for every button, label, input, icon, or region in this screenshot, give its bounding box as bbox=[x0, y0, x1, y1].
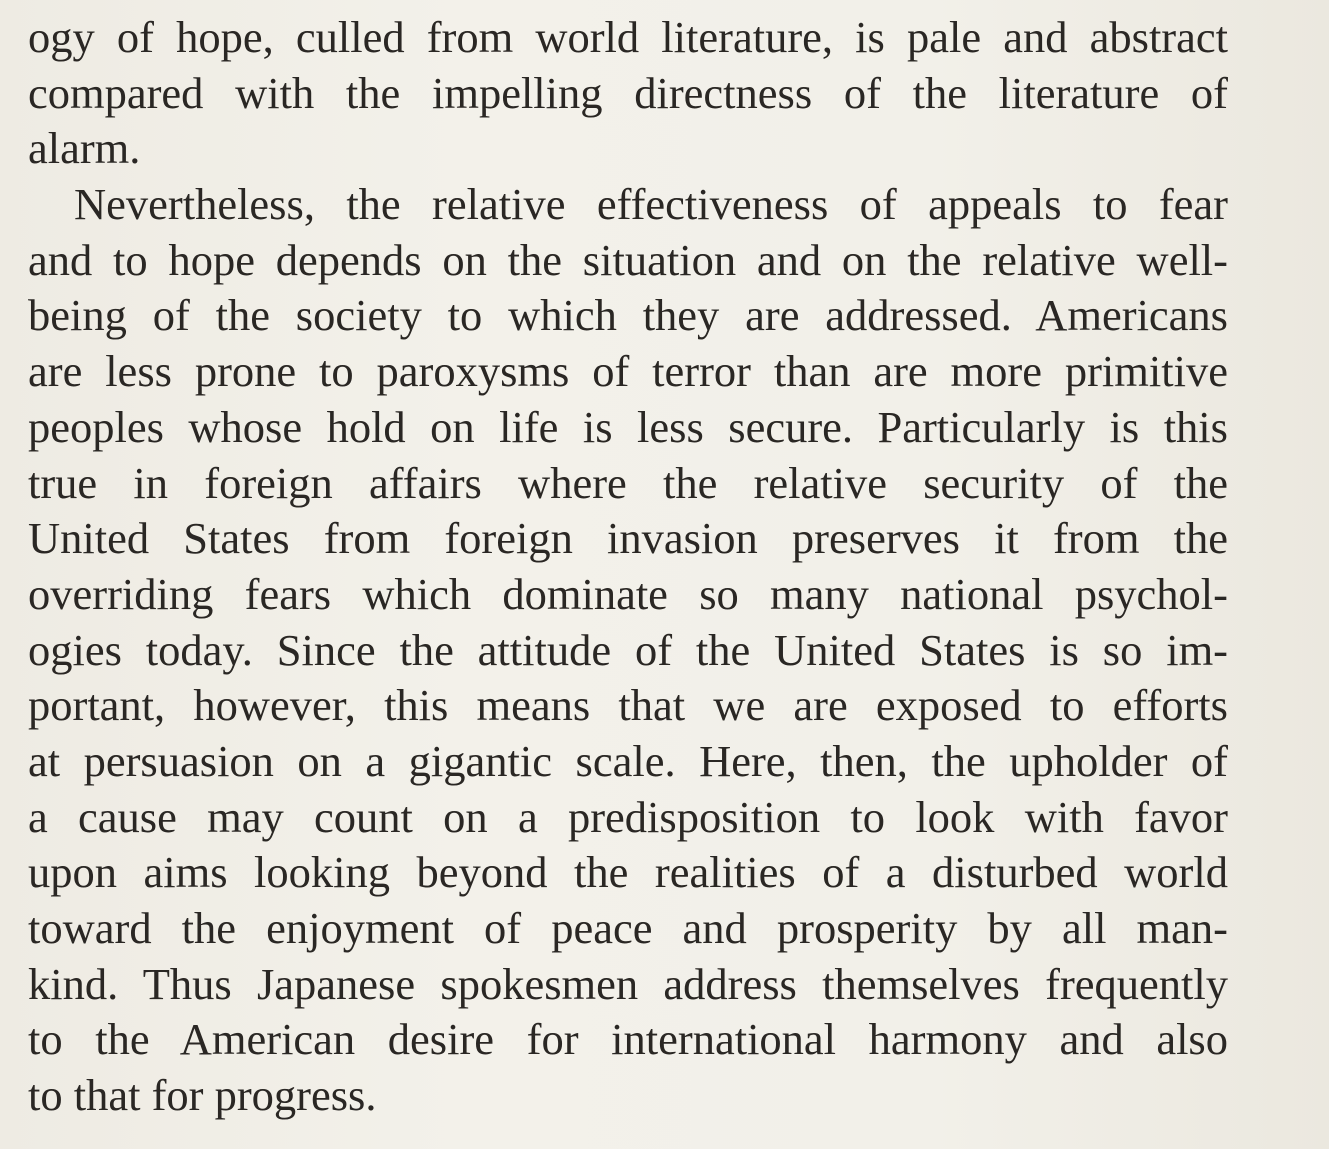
text-line: to the American desire for international harmony and also bbox=[28, 1014, 1228, 1065]
text-line: overriding fears which dominate so many national psychol- bbox=[28, 568, 1228, 619]
text-line: upon aims looking beyond the realities of a disturbed world bbox=[28, 847, 1228, 898]
text-line: compared with the impelling directness of the literature of bbox=[28, 67, 1228, 118]
text-line: portant, however, this means that we are exposed to efforts bbox=[28, 680, 1228, 731]
text-line: ogy of hope, culled from world literature, is pale and abstract bbox=[28, 12, 1228, 62]
text-line: true in foreign affairs where the relative security of the bbox=[28, 457, 1228, 508]
text-line: at persuasion on a gigantic scale. Here, then, the upholder of bbox=[28, 735, 1228, 786]
paragraph-2 bbox=[28, 177, 1228, 1124]
text-line: Nevertheless, the relative effectiveness of appeals to fear bbox=[74, 179, 1228, 230]
text-line: ogies today. Since the attitude of the United States is so im- bbox=[28, 624, 1228, 675]
text-line: and to hope depends on the situation and on the relative well- bbox=[28, 234, 1228, 285]
text-line: to that for progress. bbox=[28, 1070, 377, 1121]
text-line: kind. Thus Japanese spokesmen address themselves frequently bbox=[28, 958, 1228, 1009]
text-line: peoples whose hold on life is less secure. Particularly is this bbox=[28, 401, 1228, 452]
text-line: are less prone to paroxysms of terror than are more primitive bbox=[28, 346, 1228, 397]
text-line: alarm. bbox=[28, 123, 141, 174]
text-line: United States from foreign invasion preserves it from the bbox=[28, 513, 1228, 564]
text-line: being of the society to which they are addressed. Americans bbox=[28, 290, 1228, 341]
text-line: a cause may count on a predisposition to look with favor bbox=[28, 791, 1228, 842]
paragraph-1 bbox=[28, 10, 1228, 177]
text-line: toward the enjoyment of peace and prosperity by all man- bbox=[28, 903, 1228, 953]
text-column bbox=[28, 10, 1228, 1124]
